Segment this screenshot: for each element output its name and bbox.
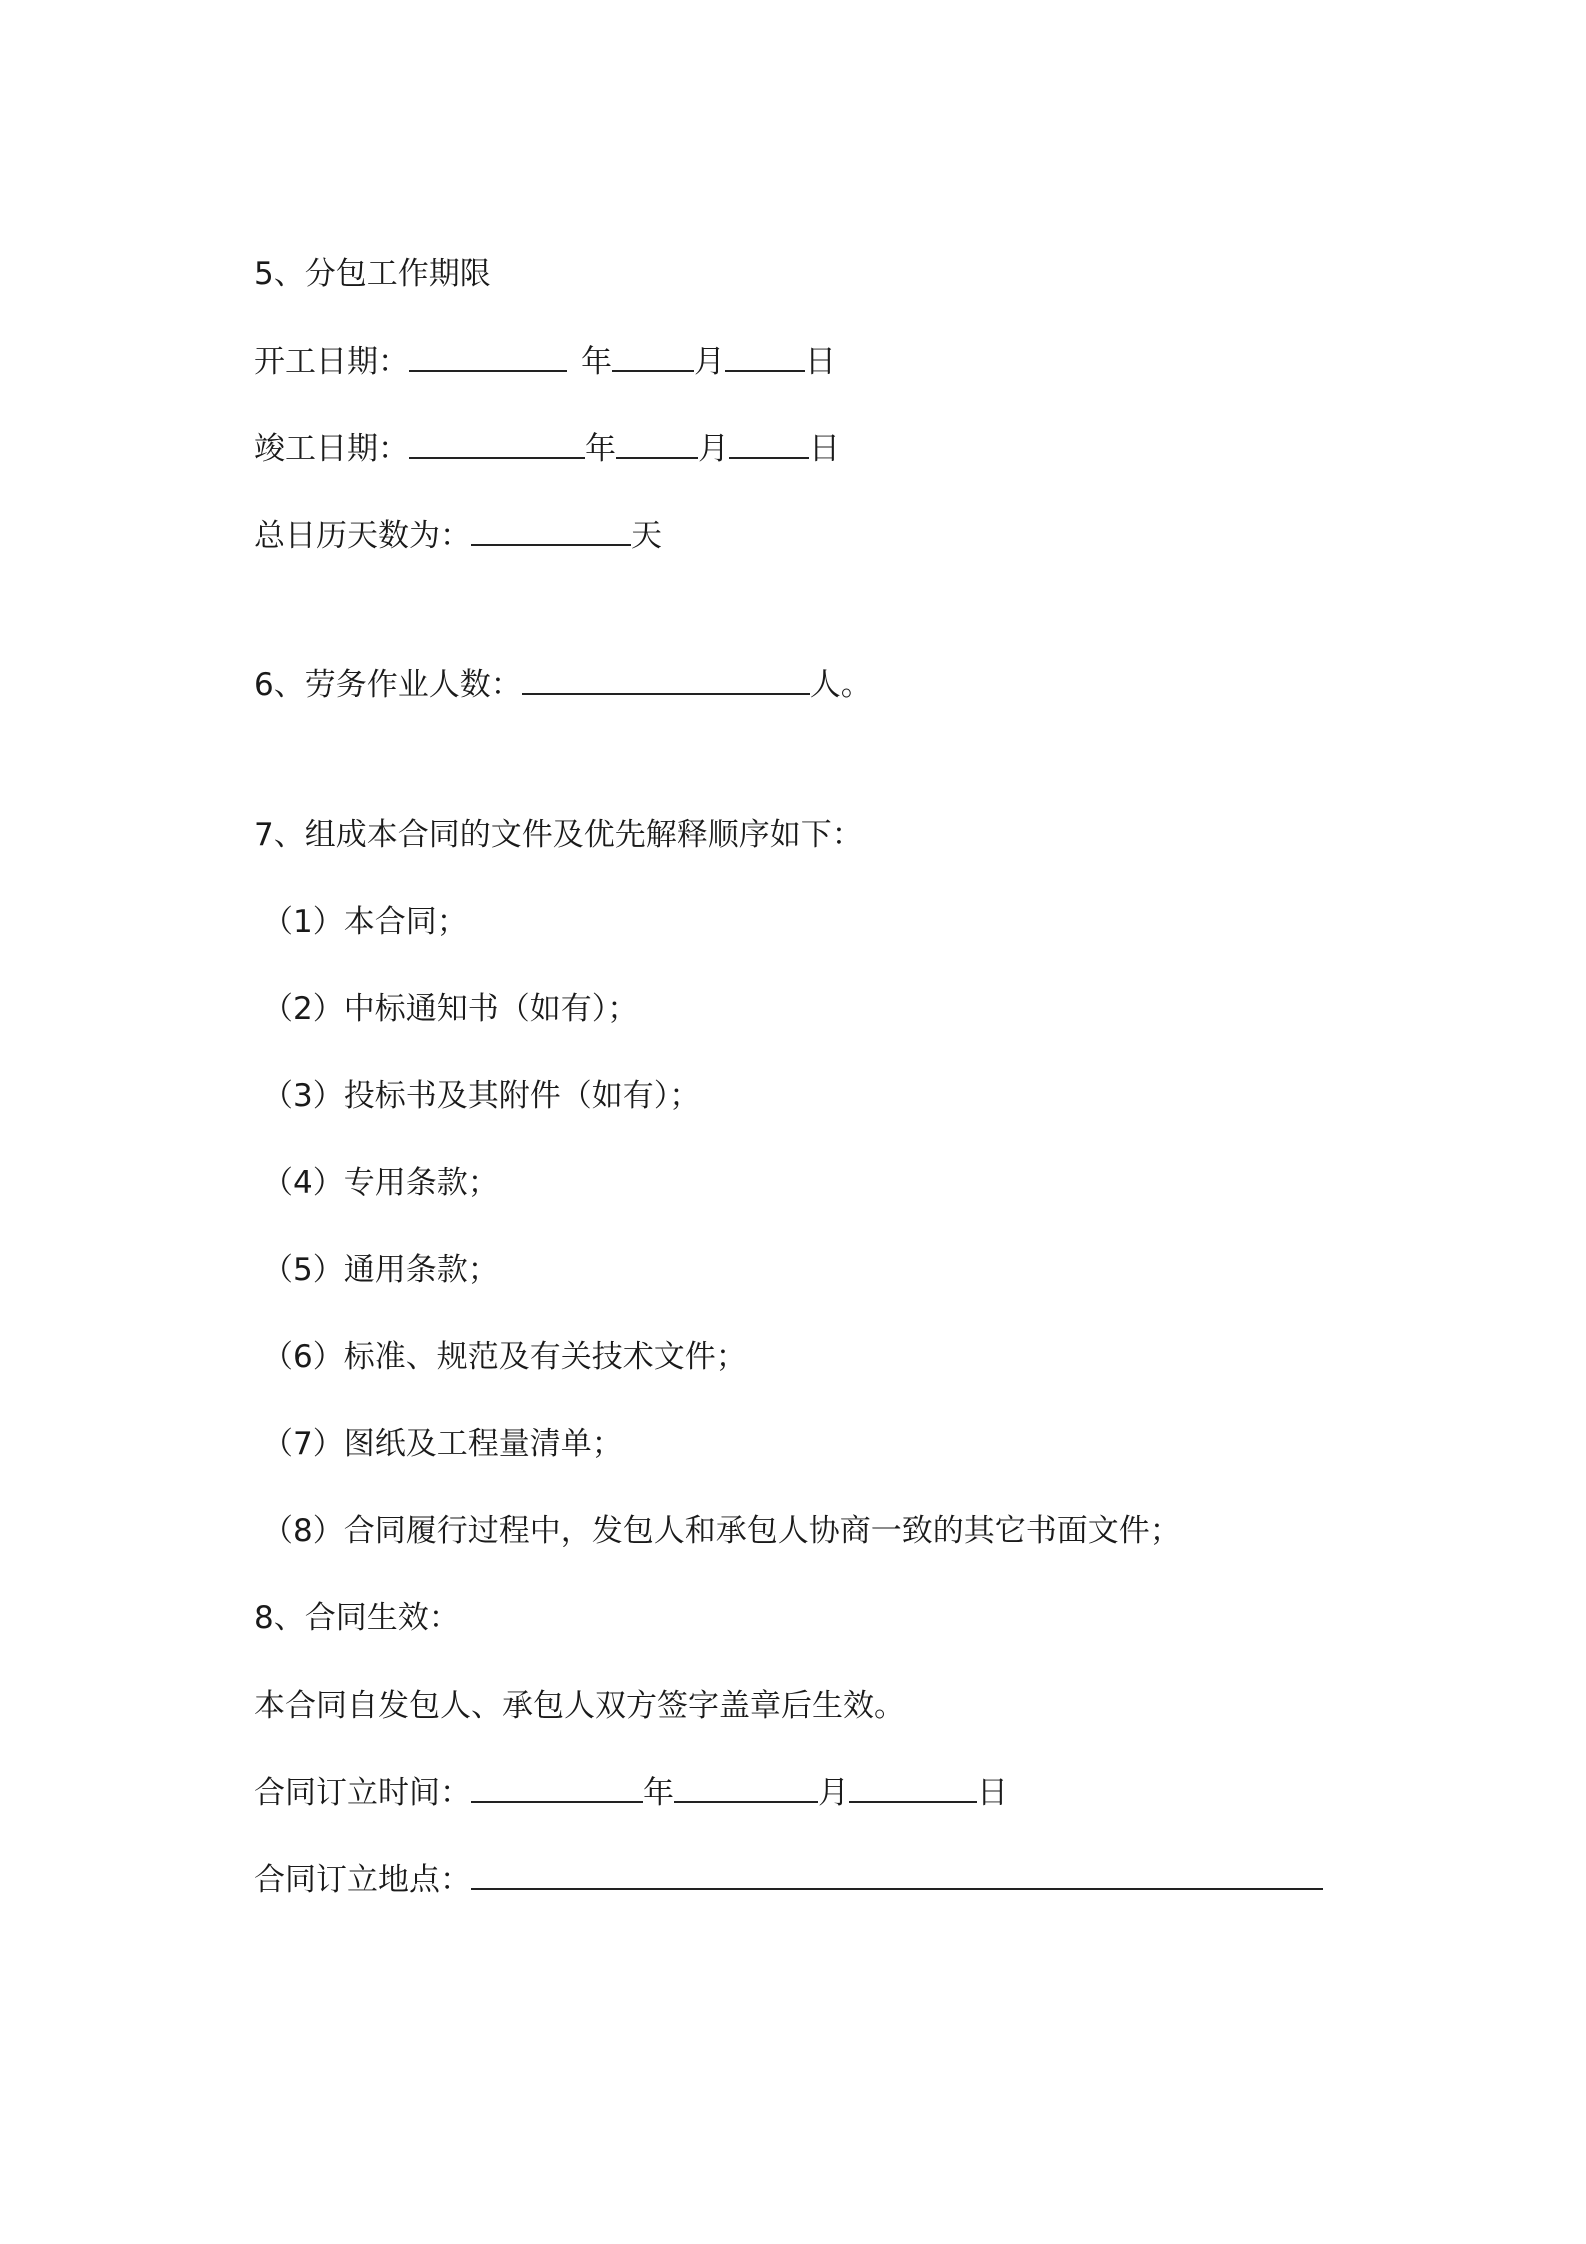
start-month-blank[interactable] (612, 340, 694, 372)
effective-text: 本合同自发包人、承包人双方签字盖章后生效。 (254, 1688, 905, 1724)
doc-order-item: （2）中标通知书（如有）； (262, 991, 639, 1027)
year-label: 年 (581, 344, 612, 380)
signing-month-blank[interactable] (674, 1771, 818, 1803)
signing-day-blank[interactable] (849, 1771, 977, 1803)
workers-count-blank[interactable] (522, 663, 810, 695)
days-unit: 天 (631, 518, 662, 554)
signing-place-label: 合同订立地点： (254, 1862, 471, 1898)
total-days-label: 总日历天数为： (254, 518, 471, 554)
section-6-row (254, 663, 872, 707)
start-date-row (254, 340, 836, 384)
day-label: 日 (977, 1775, 1008, 1811)
signing-time-row (254, 1771, 1008, 1815)
end-month-blank[interactable] (616, 427, 698, 459)
end-day-blank[interactable] (729, 427, 809, 459)
total-days-blank[interactable] (471, 514, 631, 546)
year-label: 年 (585, 431, 616, 467)
day-label: 日 (809, 431, 840, 467)
section-7-title: 7、组成本合同的文件及优先解释顺序如下： (254, 817, 863, 853)
section-5-title: 5、分包工作期限 (254, 256, 491, 292)
start-date-label: 开工日期： (254, 344, 409, 380)
month-label: 月 (694, 344, 725, 380)
doc-order-item: （5）通用条款； (262, 1252, 499, 1288)
total-days-row (254, 514, 662, 558)
doc-order-item: （1）本合同； (262, 904, 468, 940)
signing-place-blank[interactable] (471, 1858, 1323, 1890)
day-label: 日 (805, 344, 836, 380)
signing-place-row (254, 1858, 1323, 1902)
end-year-blank[interactable] (409, 427, 585, 459)
start-day-blank[interactable] (725, 340, 805, 372)
month-label: 月 (698, 431, 729, 467)
year-label: 年 (643, 1775, 674, 1811)
signing-time-label: 合同订立时间： (254, 1775, 471, 1811)
month-label: 月 (818, 1775, 849, 1811)
doc-order-item: （7）图纸及工程量清单； (262, 1426, 623, 1462)
workers-unit: 人。 (809, 667, 872, 703)
end-date-row (254, 427, 840, 471)
end-date-label: 竣工日期： (254, 431, 409, 467)
doc-order-item: （8）合同履行过程中，发包人和承包人协商一致的其它书面文件； (262, 1513, 1181, 1549)
section-6-label: 6、劳务作业人数： (254, 667, 522, 703)
section-8-title: 8、合同生效： (254, 1600, 460, 1636)
doc-order-item: （4）专用条款； (262, 1165, 499, 1201)
doc-order-item: （3）投标书及其附件（如有）； (262, 1078, 701, 1114)
start-year-blank[interactable] (409, 340, 567, 372)
doc-order-item: （6）标准、规范及有关技术文件； (262, 1339, 747, 1375)
signing-year-blank[interactable] (471, 1771, 643, 1803)
